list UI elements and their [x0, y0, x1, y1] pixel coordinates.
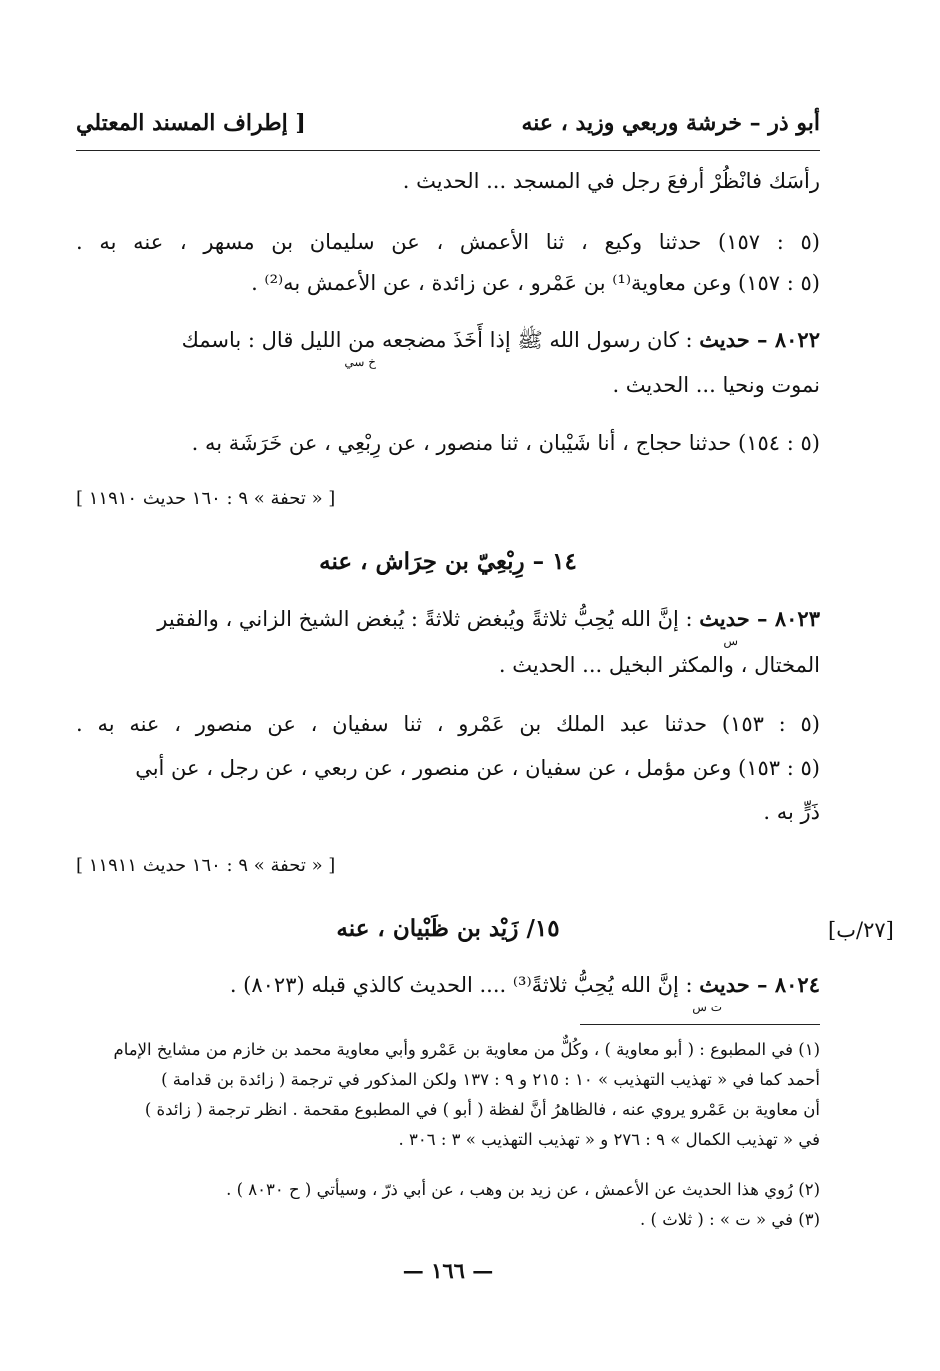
- footnote-1-cont: أحمد كما في « تهذيب التهذيب » ١٠ : ٢١٥ و ٩ : ١٣٧ ولكن المذكور في ترجمة ( زائدة بن قدامة ): [161, 1070, 820, 1089]
- hadith-8024-line1: [76, 970, 820, 1000]
- page-number: — ١٦٦ —: [402, 1258, 494, 1283]
- footnote-divider: [580, 1024, 820, 1025]
- running-header: [76, 110, 820, 151]
- hadith-number: ٨٠٢٢ – حديث: [699, 327, 820, 352]
- isnad-line: (٥ : ١٥٧) حدثنا وكيع ، ثنا الأعمش ، عن سليمان بن مسهر ، عنه به .: [76, 230, 820, 254]
- footnote-1-cont: في « تهذيب الكمال » ٩ : ٢٧٦ و « تهذيب التهذيب » ٣ : ٣٠٦ .: [398, 1130, 820, 1149]
- isnad-line: (٥ : ١٥٣) وعن مؤمل ، عن سفيان ، عن منصور ، عن ربعي ، عن رجل ، عن أبي: [135, 756, 820, 780]
- hadith-8023-line2: المختال ، والمكثر البخيل ... الحديث .: [498, 653, 820, 677]
- isnad-line: (٥ : ١٥٤) حدثنا حجاج ، أنا شَيْبان ، ثنا منصور ، عن رِبْعِي ، عن خَرَشَة به .: [191, 431, 820, 455]
- narrator-symbols: ت س: [692, 1000, 722, 1014]
- text-line: رأسَك فانْظُرْ أرفعَ رجل في المسجد ... الحديث .: [402, 169, 820, 193]
- hadith-8022-line1: [76, 325, 820, 355]
- isnad-line: (٥ : ١٥٣) حدثنا عبد الملك بن عَمْرو ، ثنا سفيان ، عن منصور ، عنه به .: [76, 712, 820, 736]
- isnad-line: ذَرٍّ به .: [763, 800, 820, 824]
- manuscript-folio-reference: [٢٧/ب]: [828, 918, 894, 942]
- isnad-line: (٥ : ١٥٧) وعن معاوية⁽¹⁾ بن عَمْرو ، عن زائدة ، عن الأعمش به⁽²⁾ .: [251, 271, 820, 295]
- header-book-title: [ إطراف المسند المعتلي: [76, 110, 306, 136]
- hadith-text: : إنَّ الله يُحِبُّ ثلاثةً ويُبغض ثلاثةً : يُبغض الشيخ الزاني ، والفقير: [157, 607, 693, 631]
- footnote-3: (٣) في « ت » : ( ثلاث ) .: [640, 1210, 820, 1229]
- hadith-8023-line1: [76, 604, 820, 634]
- section-heading-14: ١٤ – رِبْعِيّ بن حِرَاش ، عنه: [319, 548, 577, 575]
- hadith-number: ٨٠٢٣ – حديث: [699, 606, 820, 631]
- hadith-number: ٨٠٢٤ – حديث: [699, 972, 820, 997]
- footnote-2: (٢) رُوي هذا الحديث عن الأعمش ، عن زيد بن وهب ، عن أبي ذرّ ، وسيأتي ( ح ٨٠٣٠ ) .: [226, 1180, 820, 1199]
- hadith-text: : كان رسول الله ﷺ إذا أَخَذَ مضجعه من الليل قال : باسمك: [181, 328, 693, 352]
- footnote-1: (١) في المطبوع : ( أبو معاوية ) ، وكُلٌّ من معاوية بن عَمْرو وأبي معاوية محمد بن خازم من مشايخ الإمام: [113, 1040, 820, 1059]
- narrator-symbols: س: [723, 634, 738, 648]
- narrator-symbols: خ سي: [344, 355, 376, 369]
- footnote-1-cont: أن معاوية بن عَمْرو يروي عنه ، فالظاهرُ أنَّ لفظة ( أبو ) في المطبوع مقحمة . انظر ترجمة ( زائدة ): [144, 1100, 820, 1119]
- header-title: أبو ذر – خرشة وربعي وزيد ، عنه: [521, 110, 820, 136]
- tuhfa-reference: [ « تحفة » ٩ : ١٦٠ حديث ١١٩١٠ ]: [76, 488, 336, 509]
- section-heading-15: ١٥/ زَيْد بن ظَبْيان ، عنه: [336, 915, 560, 942]
- tuhfa-reference: [ « تحفة » ٩ : ١٦٠ حديث ١١٩١١ ]: [76, 855, 336, 876]
- hadith-8022-line2: نموت ونحيا ... الحديث .: [612, 373, 820, 397]
- hadith-text: : إنَّ الله يُحِبُّ ثلاثةً⁽³⁾ .... الحديث كالذي قبله (٨٠٢٣) .: [229, 973, 693, 997]
